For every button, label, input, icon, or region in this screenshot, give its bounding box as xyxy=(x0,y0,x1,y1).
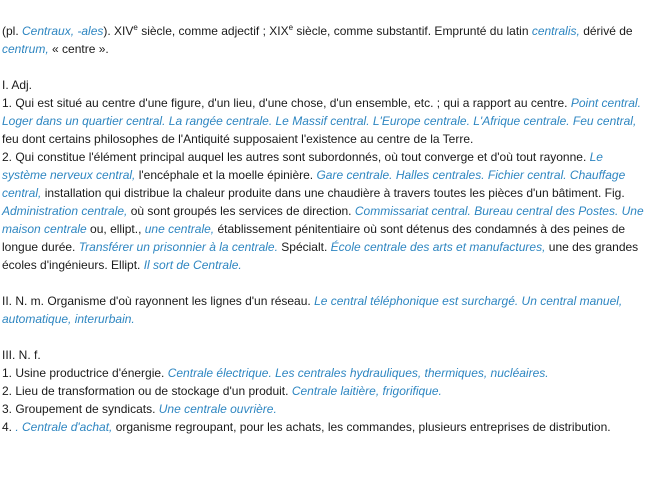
example: Il sort de Centrale. xyxy=(143,258,242,272)
example: Centrale laitière, frigorifique. xyxy=(291,384,442,398)
etymology xyxy=(2,22,650,58)
definition-1 xyxy=(2,364,650,382)
etymology-text: « centre ». xyxy=(48,42,109,56)
example: Le central téléphonique est surchargé. Un central manuel, automatique, interurbain. xyxy=(2,294,623,326)
definition-1 xyxy=(2,94,650,148)
example: Point central. Loger dans un quartier central. La rangée centrale. Le Massif central. L'Europe centrale. L'Afrique centrale. Feu central, xyxy=(2,96,641,128)
etymology-text: (pl. xyxy=(2,24,23,38)
example: Administration centrale, xyxy=(2,204,128,218)
example: une centrale, xyxy=(144,222,215,236)
etymology-text: siècle, comme substantif. Emprunté du latin xyxy=(293,24,532,38)
latin-word: centralis, xyxy=(531,24,580,38)
century-suffix: e xyxy=(288,23,294,32)
definition-text: II. N. m. Organisme d'où rayonnent les lignes d'un réseau. xyxy=(2,294,315,308)
etymology-text: siècle, comme adjectif ; XIX xyxy=(137,24,289,38)
definition-4 xyxy=(2,418,650,436)
definition-text: 2. Lieu de transformation ou de stockage d'un produit. xyxy=(2,384,292,398)
definition-2 xyxy=(2,382,650,400)
example: Gare centrale. Halles centrales. Fichier central. Chauffage central, xyxy=(2,168,626,200)
example: Une centrale ouvrière. xyxy=(158,402,277,416)
section-heading-adj: I. Adj. xyxy=(2,78,33,92)
spacer xyxy=(2,274,650,292)
example: Transférer un prisonnier à la centrale. xyxy=(78,240,278,254)
latin-word: centrum, xyxy=(2,42,49,56)
spacer xyxy=(2,328,650,346)
example: Centrale électrique. Les centrales hydrauliques, thermiques, nucléaires. xyxy=(167,366,549,380)
definition-text: où sont groupés les services de direction. xyxy=(127,204,355,218)
example: Le système nerveux central, xyxy=(2,150,603,182)
example: Commissariat central. Bureau central des Postes. Une maison centrale xyxy=(2,204,644,236)
spacer xyxy=(2,58,650,76)
definition-text: 1. Qui est situé au centre d'une figure, d'un lieu, d'une chose, d'un ensemble, etc. ; qui a rapport au centre. xyxy=(2,96,571,110)
definition-text: 2. Qui constitue l'élément principal auquel les autres sont subordonnés, où tout converge et d'où tout rayonne. xyxy=(2,150,590,164)
century-suffix: e xyxy=(133,23,138,32)
definition-text: 1. Usine productrice d'énergie. xyxy=(2,366,168,380)
definition-text: l'encéphale et la moelle épinière. xyxy=(135,168,317,182)
example: . Centrale d'achat, xyxy=(15,420,113,434)
section-noun-masculine xyxy=(2,292,650,328)
definition-2 xyxy=(2,148,650,274)
definition-text: installation qui distribue la chaleur produite dans une chaudière à travers toutes les pièces d'un bâtiment. Fig. xyxy=(41,186,625,200)
example: École centrale des arts et manufactures, xyxy=(330,240,546,254)
etymology-text: ). XIV xyxy=(103,24,134,38)
etymology-text: dérivé de xyxy=(579,24,633,38)
definition-text: 4. xyxy=(2,420,16,434)
definition-text: feu dont certains philosophes de l'Antiquité supposaient l'existence au centre de la Terre. xyxy=(2,132,474,146)
definition-text: établissement pénitentiaire où sont détenus des condamnés à des peines de longue durée. xyxy=(2,222,626,254)
definition-text: Spécialt. xyxy=(277,240,331,254)
definition-text: ou, ellipt., xyxy=(86,222,145,236)
plural-form: Centraux, -ales xyxy=(22,24,104,38)
section-heading-noun-feminine: III. N. f. xyxy=(2,348,41,362)
definition-text: 3. Groupement de syndicats. xyxy=(2,402,159,416)
definition-3 xyxy=(2,400,650,418)
definition-text: une des grandes écoles d'ingénieurs. Ellipt. xyxy=(2,240,639,272)
definition-text: organisme regroupant, pour les achats, les commandes, plusieurs entreprises de distribution. xyxy=(112,420,611,434)
